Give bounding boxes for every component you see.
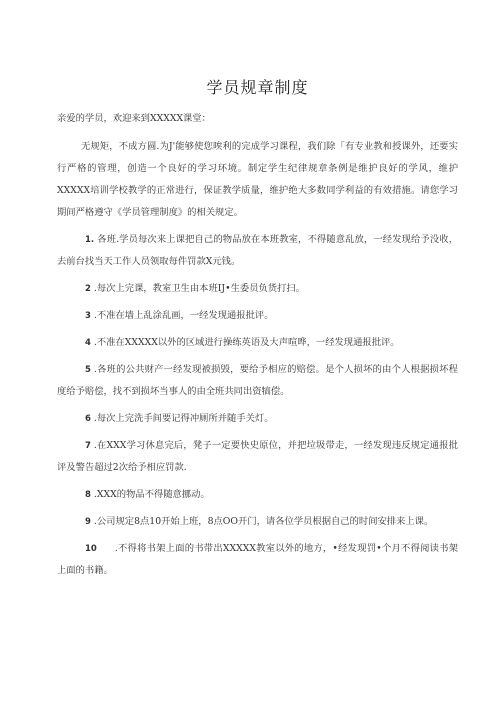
rule-number: 9 xyxy=(85,517,91,527)
rule-number: 3 xyxy=(85,311,91,321)
rule-item xyxy=(57,359,458,403)
rule-text: .XXX的物品不得随意挪动。 xyxy=(93,489,210,500)
rule-number: 4 xyxy=(85,338,91,348)
rule-item xyxy=(57,278,458,300)
rule-text: .不得将书架上面的书带出XXXXX教室以外的地方，•经发现罚•个月不得阅读书架上面的书籍。 xyxy=(57,543,458,576)
rule-text: .各班的公共财产一经发现被损毁，要给予相应的赔偿。是个人损坏的由个人根据损坏程度给予赔偿，找不到损坏当事人的由全班共同出资犒偿。 xyxy=(57,364,458,397)
document-title: 学员规章制度 xyxy=(206,78,309,97)
rule-number: 10 xyxy=(85,544,97,554)
rule-item xyxy=(57,305,458,327)
rule-item xyxy=(57,435,458,479)
rule-number: 8 xyxy=(85,490,91,500)
rule-text: 各班.学员每次来上课把自己的物品放在本班教室，不得随意乱放，一经发现给予没收，去前台找当天工作人员领取每件罚款X元钱。 xyxy=(57,234,458,267)
rule-item xyxy=(57,484,458,506)
rule-number: 1. xyxy=(85,235,95,245)
greeting-line: 亲爱的学员，欢迎来到XXXXX课堂： xyxy=(57,113,211,124)
rule-text: .每次上完洗手间要记得冲厕所并随手关灯。 xyxy=(93,413,274,424)
rule-item xyxy=(57,511,458,533)
rule-number: 7 xyxy=(85,441,91,451)
rule-text: .不准在XXXXX以外的区域进行操练英语及大声喧哗，一经发现通报批评。 xyxy=(93,337,400,348)
rule-number: 5 xyxy=(85,365,91,375)
rules-list xyxy=(57,229,458,582)
intro-paragraph: 无规矩，不成方圆.为J'能够使您唉利的完成学习课程，我们除「有专业教和授课外，还要实行严格的管理，创造一个良好的学习环境。制定学生纪律规章条例是维护良好的学风，维护XXXXX培训学校教学的正常进行，保证教学质量，维护绝大多数同学利益的有效措施。请您学习期间严格遵守《学员管理制度》的相关规定。 xyxy=(57,141,458,218)
rule-item xyxy=(57,332,458,354)
rule-item xyxy=(57,408,458,430)
rule-text: .不准在墙上乱涂乱画，一经发现通报批评。 xyxy=(93,310,274,321)
rule-text: .每次上完课，教室卫生由本班IJ•生委员负货打扫。 xyxy=(93,283,305,294)
rule-text: .在XXX学习休息完后，凳子一定要快史原位，并把垃圾带走，一经发现违反规定通报批评及警告超过2次给予相应罚款. xyxy=(57,440,458,473)
rule-text: .公司规定8点10开始上班，8点OO开门，请各位学员根据自己的时间安排来上课。 xyxy=(93,516,434,527)
rule-number: 6 xyxy=(85,414,91,424)
rule-number: 2 xyxy=(85,284,91,294)
rule-item xyxy=(57,538,458,582)
rule-item xyxy=(57,229,458,273)
